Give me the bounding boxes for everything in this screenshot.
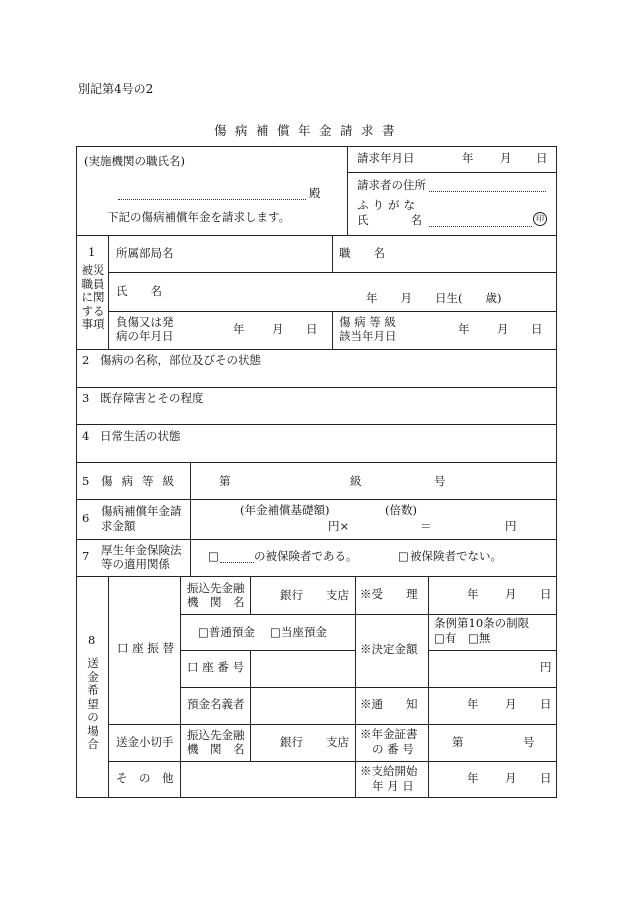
s8-transfer-bottom [108,724,557,725]
s2-label: 傷病の名称，部位及びその状態 [100,353,261,367]
s5-kyu: 級 [350,474,362,488]
s6-bottom-rule [76,539,557,540]
check-bank-label-1: 振込先金融 [187,728,245,742]
s8-label-col [108,576,109,798]
limit-yes-checkbox[interactable]: □有 [434,631,457,645]
grade-month: 月 [497,322,509,336]
cert-number-label-2: の 番 号 [372,742,414,756]
account-number-label: 口 座 番 号 [187,660,244,674]
bank-label-2: 機 関 名 [187,595,245,609]
request-day: 日 [536,151,548,165]
injury-year: 年 [233,322,245,336]
check-branch-suffix: 支店 [326,735,349,749]
notice-year: 年 [467,697,479,711]
address-label: 請求者の住所 [357,178,426,192]
cert-go: 号 [523,735,535,749]
payment-start-label-2: 年 月 日 [372,779,414,793]
header-date-rule [347,172,556,173]
current-deposit-checkbox[interactable]: □当座預金 [270,625,327,639]
check-bank-suffix: 銀行 [280,735,303,749]
seal-mark: 印 [533,212,547,226]
s7-insurance-name-line [220,562,254,563]
s1-bottom-rule [76,349,557,350]
request-date-label: 請求年月日 [357,151,415,165]
s567-label-col [190,462,191,576]
form-number: 別記第4号の2 [78,82,154,96]
payment-start-month: 月 [505,771,517,785]
remittance-check-label: 送金小切手 [116,735,174,749]
furigana-label: ふりがな [357,198,419,212]
s5-number: 5 [82,474,90,488]
s6-number: 6 [82,511,90,525]
post-label: 職 名 [339,246,385,260]
other-label: そ の 他 [116,771,174,785]
received-label: ※受 理 [360,587,418,601]
s7-not-insured-text: 被保険者でない。 [410,549,502,563]
s6-yen: 円 [505,519,517,533]
header-bottom-rule [76,235,557,236]
s5-dai: 第 [219,474,231,488]
s8-rule-decided [355,687,557,688]
injury-day: 日 [306,322,318,336]
s6-equals: ＝ [420,519,432,533]
account-holder-label: 預金名義者 [187,697,245,711]
dept-label: 所属部局名 [116,246,174,260]
s8-mid-col-3 [250,724,251,761]
s5-bottom-rule [76,499,557,500]
s8-rule-check [108,761,557,762]
dono-label: 殿 [309,186,321,200]
claimant-name-line [429,226,532,227]
s7-label-1: 厚生年金保険法 [101,543,182,557]
s1-label-col [108,235,109,349]
notice-label: ※通 知 [360,697,418,711]
s7-number: 7 [82,549,90,563]
request-sentence: 下記の傷病補償年金を請求します。 [107,210,291,224]
decided-yen: 円 [540,660,552,674]
cert-dai: 第 [452,735,464,749]
payment-start-day: 日 [540,771,552,785]
outer-left [76,146,77,798]
s5-label: 傷病等級 [101,474,183,488]
notice-month: 月 [505,697,517,711]
s8-number: 8 [88,633,96,647]
official-name-line [118,199,306,200]
check-bank-label-2: 機 関 名 [187,742,245,756]
outer-top [76,146,557,147]
s8-mid-col-1 [250,576,251,614]
s7-bottom-rule [76,576,557,577]
s2-bottom-rule [76,387,557,388]
received-month: 月 [505,587,517,601]
grade-year: 年 [458,322,470,336]
ordinary-deposit-checkbox[interactable]: □普通預金 [198,625,255,639]
s3-bottom-rule [76,424,557,425]
notice-day: 日 [540,697,552,711]
s8-limit-rule [428,650,557,651]
bank-label-1: 振込先金融 [187,581,245,595]
s6-base-label: (年金補償基礎額) [240,503,330,517]
payment-start-label-1: ※支給開始 [360,764,418,778]
s6-yen-times: 円× [328,519,350,533]
grade-day: 日 [531,322,543,336]
received-year: 年 [467,587,479,601]
cert-number-label-1: ※年金証書 [360,727,418,741]
received-day: 日 [540,587,552,601]
official-label: (実施機関の職氏名) [84,154,185,168]
s8-rule-deposit [180,650,355,651]
outer-right [556,146,557,798]
decided-amount-label: ※決定金額 [360,642,418,656]
s7-checkbox-not-insured[interactable]: □ [398,549,409,563]
s8-vertical-title: 送 金 希 望 の 場 合 [87,656,99,752]
s6-multiplier-label: (倍数) [385,503,417,517]
grade-date-label-1: 傷 病 等 級 [339,315,396,329]
employee-name-label: 氏 名 [116,284,162,298]
outer-bottom [76,797,557,798]
s7-label-2: 等の適用関係 [101,557,170,571]
payment-start-year: 年 [467,771,479,785]
request-year: 年 [462,151,474,165]
bank-suffix: 銀行 [280,588,303,602]
s1-vertical-title: 被災 職員 に関 する 事項 [81,263,105,332]
form-title: 傷病補償年金請求書 [214,123,404,138]
s1-grade-divider [332,311,333,349]
article10-limit-label: 条例第10条の制限 [434,616,530,630]
claimant-name-label: 氏名 [357,213,464,227]
branch-suffix: 支店 [326,588,349,602]
s7-checkbox-insured[interactable]: □ [208,549,219,563]
s8-rule-account [180,687,355,688]
s6-label-1: 傷病補償年金請 [101,504,182,518]
injury-date-label-1: 負傷又は発 [116,315,174,329]
s3-label: 既存障害とその程度 [100,391,204,405]
s7-insured-text: の被保険者である。 [254,549,358,563]
s3-number: 3 [82,391,90,405]
grade-date-label-2: 該当年月日 [339,329,397,343]
injury-date-label-2: 病の年月日 [116,329,174,343]
s5-go: 号 [434,474,446,488]
request-month: 月 [500,151,512,165]
s6-label-2: 求金額 [101,519,136,533]
s8-rule-bank [180,614,557,615]
s4-bottom-rule [76,462,557,463]
header-divider [347,146,348,235]
birth-date: 年 月 日生( 歳) [366,291,502,305]
s1-number: 1 [88,245,96,259]
s4-number: 4 [82,429,90,443]
s1-post-divider [332,235,333,272]
limit-no-checkbox[interactable]: □無 [468,631,491,645]
address-line [429,191,546,192]
s2-number: 2 [82,353,90,367]
s1-rule-1 [108,272,557,273]
account-transfer-label: 口 座 振 替 [117,641,174,655]
injury-month: 月 [272,322,284,336]
s4-label: 日常生活の状態 [100,429,181,443]
